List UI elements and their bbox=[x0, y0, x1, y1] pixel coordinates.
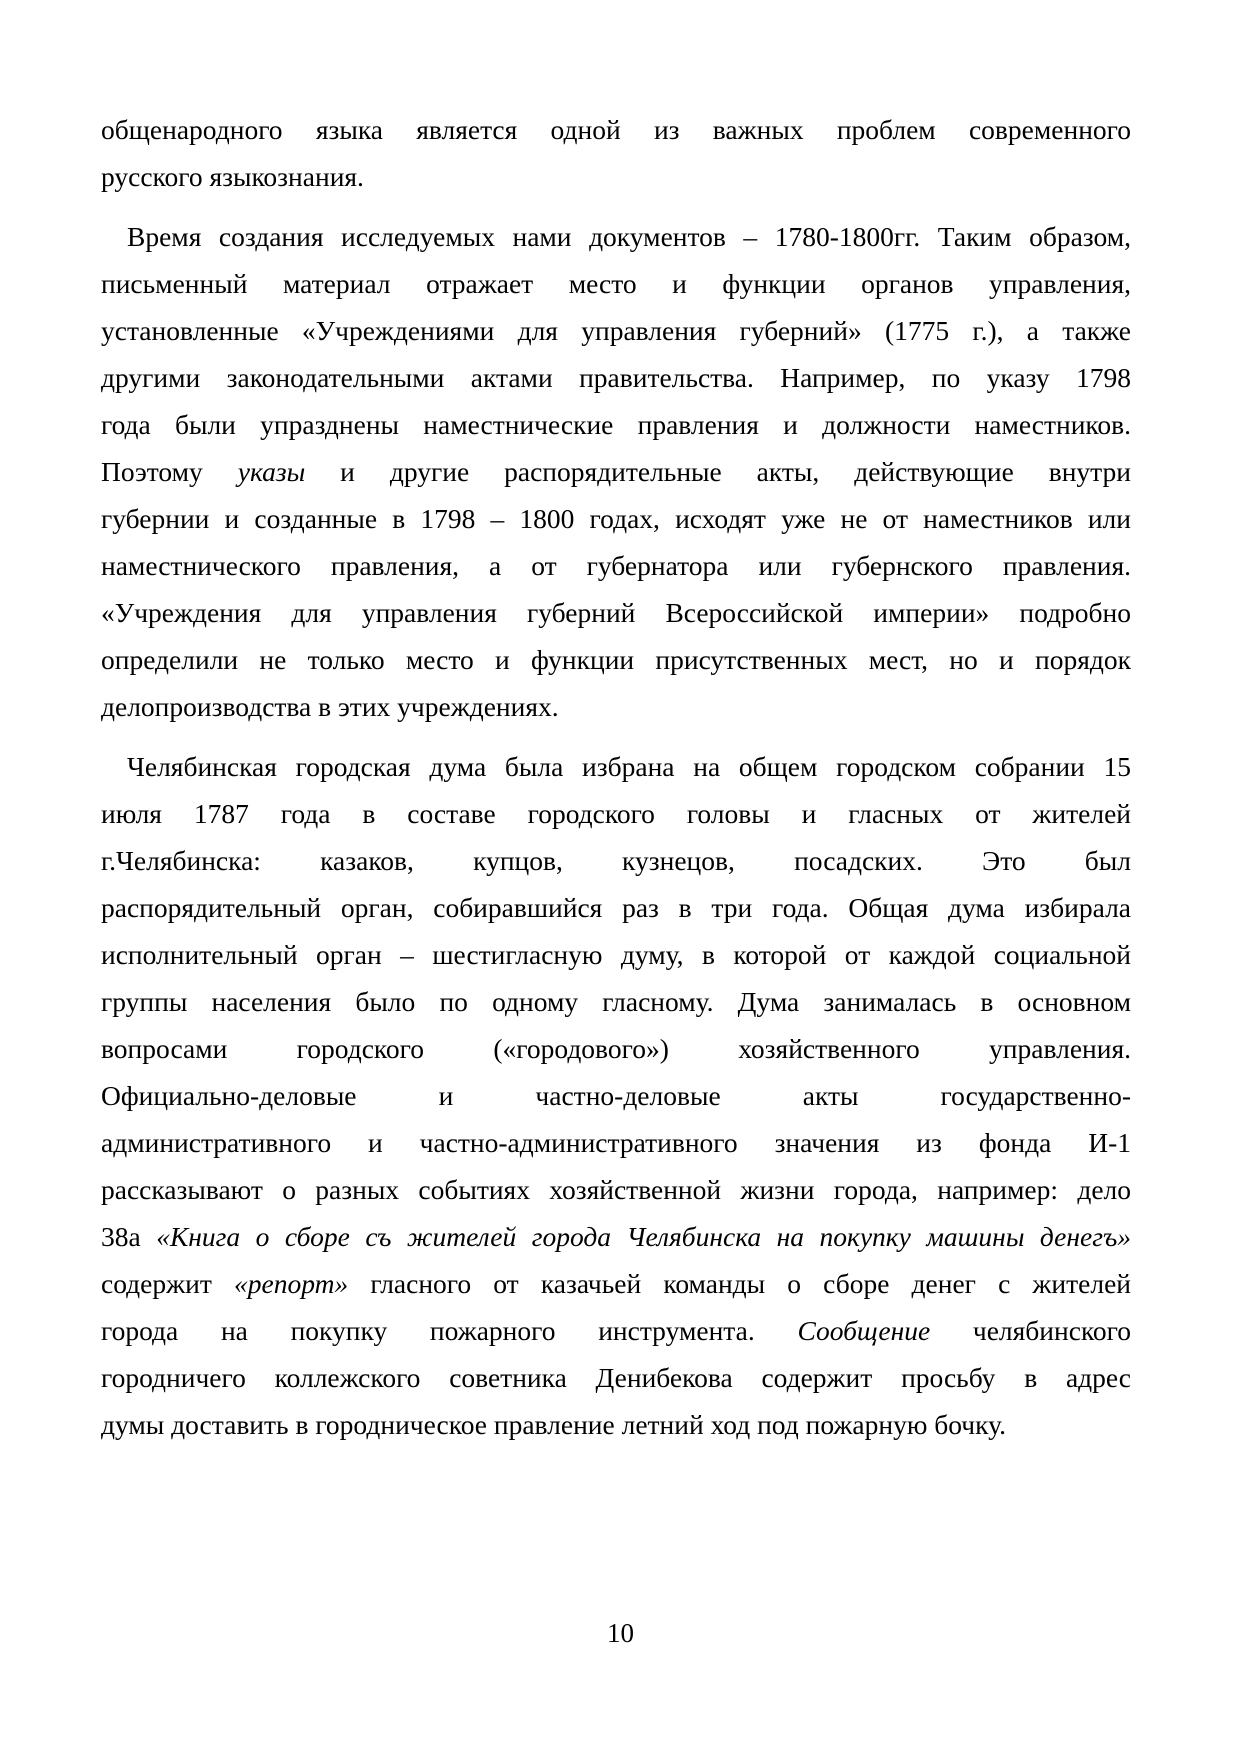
text-line bbox=[101, 153, 1131, 200]
text-run: губернии и созданные в 1798 – 1800 годах, исходят уже не от наместников или bbox=[101, 503, 1131, 534]
text-run: июля 1787 года в составе городского головы и гласных от жителей bbox=[101, 798, 1131, 829]
text-run: челябинского bbox=[930, 1315, 1131, 1346]
paragraph bbox=[101, 743, 1131, 1448]
text-run: вопросами городского («городового») хозяйственного управления. bbox=[101, 1033, 1131, 1064]
text-line bbox=[101, 978, 1131, 1025]
text-line bbox=[101, 1307, 1131, 1354]
text-run: города на покупку пожарного инструмента. bbox=[101, 1315, 798, 1346]
text-run: группы населения было по одному гласному. Дума занималась в основном bbox=[101, 986, 1131, 1017]
text-line bbox=[101, 542, 1131, 589]
text-run: Официально-деловые и частно-деловые акты государственно- bbox=[101, 1080, 1131, 1111]
text-run: административного и частно-административного значения из фонда И-1 bbox=[101, 1127, 1131, 1158]
text-line bbox=[101, 743, 1131, 790]
italic-text-run: «Книга о сборе съ жителей города Челябинска на покупку машины денегъ» bbox=[156, 1221, 1131, 1252]
text-line bbox=[101, 1119, 1131, 1166]
paragraph bbox=[101, 213, 1131, 730]
text-line bbox=[101, 636, 1131, 683]
text-run: наместнического правления, а от губернатора или губернского правления. bbox=[101, 550, 1131, 581]
text-line bbox=[101, 837, 1131, 884]
text-run: года были упразднены наместнические правления и должности наместников. bbox=[101, 409, 1131, 440]
text-run: определили не только место и функции присутственных мест, но и порядок bbox=[101, 644, 1131, 675]
text-run: Поэтому bbox=[101, 456, 238, 487]
text-run: русского языкознания. bbox=[101, 161, 364, 192]
text-run: городничего коллежского советника Денибекова содержит просьбу в адрес bbox=[101, 1362, 1131, 1393]
page-content bbox=[101, 106, 1131, 1448]
text-run: содержит bbox=[101, 1268, 234, 1299]
text-run: г.Челябинска: казаков, купцов, кузнецов, посадских. Это был bbox=[101, 845, 1131, 876]
text-line bbox=[101, 213, 1131, 260]
text-run: общенародного языка является одной из важных проблем современного bbox=[101, 114, 1131, 145]
italic-text-run: указы bbox=[237, 456, 306, 487]
text-run: и другие распорядительные акты, действующие внутри bbox=[305, 456, 1131, 487]
text-run: другими законодательными актами правительства. Например, по указу 1798 bbox=[101, 362, 1131, 393]
text-run: исполнительный орган – шестигласную думу, в которой от каждой социальной bbox=[101, 939, 1131, 970]
text-line bbox=[101, 1354, 1131, 1401]
italic-text-run: «репорт» bbox=[233, 1268, 349, 1299]
text-line bbox=[101, 354, 1131, 401]
text-line bbox=[101, 1401, 1131, 1448]
text-run: 38а bbox=[101, 1221, 157, 1252]
text-line bbox=[101, 448, 1131, 495]
text-line bbox=[101, 683, 1131, 730]
text-line bbox=[101, 1260, 1131, 1307]
page-number: 10 bbox=[607, 1618, 634, 1648]
text-run: «Учреждения для управления губерний Всероссийской империи» подробно bbox=[101, 597, 1131, 628]
text-line bbox=[101, 106, 1131, 153]
text-line bbox=[101, 1072, 1131, 1119]
text-line bbox=[101, 401, 1131, 448]
text-run: рассказывают о разных событиях хозяйственной жизни города, например: дело bbox=[101, 1174, 1131, 1205]
text-line bbox=[101, 307, 1131, 354]
italic-text-run: Сообщение bbox=[797, 1315, 931, 1346]
text-run: установленные «Учреждениями для управления губерний» (1775 г.), а также bbox=[101, 315, 1131, 346]
text-run: гласного от казачьей команды о сборе денег с жителей bbox=[348, 1268, 1131, 1299]
text-line bbox=[101, 884, 1131, 931]
text-run: распорядительный орган, собиравшийся раз в три года. Общая дума избирала bbox=[101, 892, 1131, 923]
text-run: письменный материал отражает место и функции органов управления, bbox=[101, 268, 1131, 299]
text-line bbox=[101, 1166, 1131, 1213]
text-line bbox=[101, 931, 1131, 978]
text-run: Челябинская городская дума была избрана на общем городском собрании 15 bbox=[127, 751, 1131, 782]
text-run: делопроизводства в этих учреждениях. bbox=[101, 691, 559, 722]
text-line bbox=[101, 1025, 1131, 1072]
text-run: думы доставить в городническое правление летний ход под пожарную бочку. bbox=[101, 1409, 1006, 1440]
paragraph bbox=[101, 106, 1131, 200]
text-line bbox=[101, 790, 1131, 837]
text-line bbox=[101, 495, 1131, 542]
text-line bbox=[101, 260, 1131, 307]
text-run: Время создания исследуемых нами документов – 1780-1800гг. Таким образом, bbox=[127, 221, 1131, 252]
text-line bbox=[101, 589, 1131, 636]
text-line bbox=[101, 1213, 1131, 1260]
